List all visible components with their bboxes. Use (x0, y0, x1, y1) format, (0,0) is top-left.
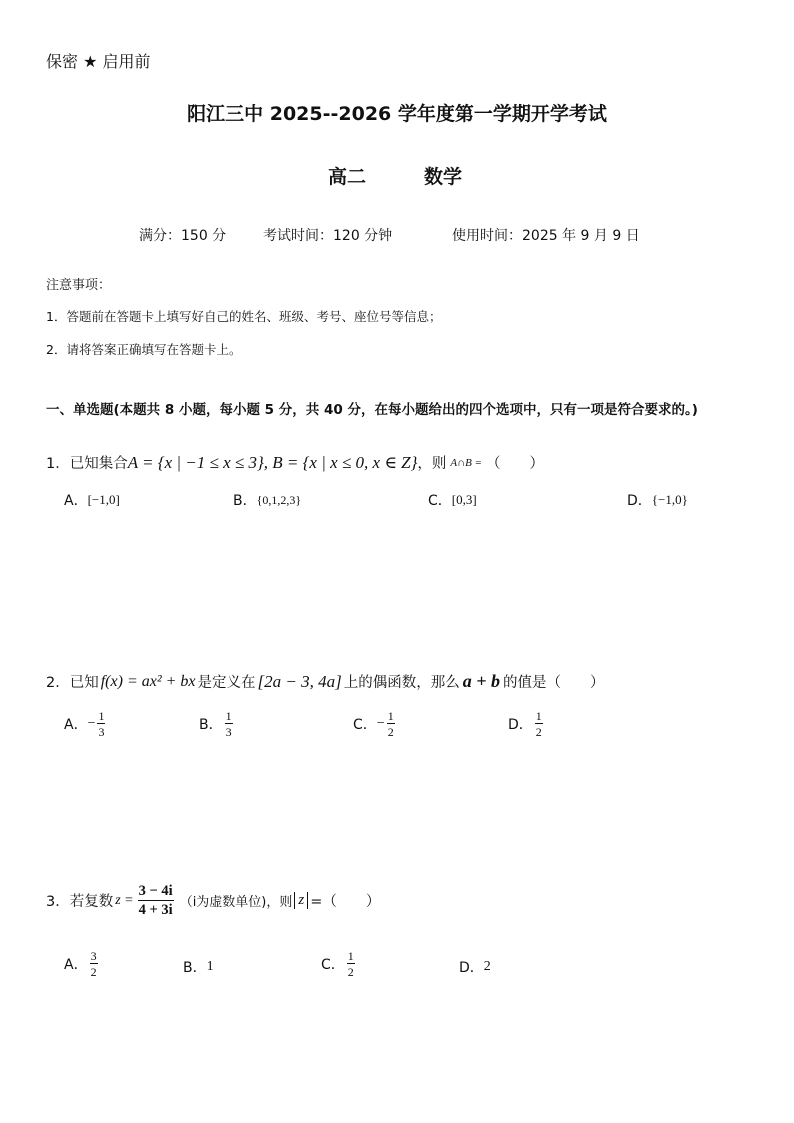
question-stem-mid: 是定义在 (197, 675, 256, 691)
fraction-denominator: 3 (225, 725, 232, 739)
section-heading-text: 一、单选题(本题共 8 小题，每小题 5 分，共 40 分，在每小题给出的四个选项中，只有一项是符合要求的。) (46, 402, 698, 418)
question-stem: 已知 (69, 675, 99, 691)
fraction-numerator: 1 (347, 949, 354, 963)
option-value: 2 (483, 959, 491, 974)
exam-duration: 考试时间：120 分钟 (263, 228, 393, 244)
option-value: 1 (206, 959, 214, 974)
question-2 (46, 671, 605, 692)
option-label: C． (353, 717, 377, 733)
section-heading (46, 399, 756, 421)
question-number: 1． (46, 456, 70, 472)
interval-expression: [2a − 3, 4a] (257, 671, 342, 691)
fraction-numerator: 1 (387, 709, 394, 723)
complex-fraction (138, 884, 174, 917)
question-stem-suffix: 的值是（ ） (503, 675, 605, 691)
option-b[interactable] (183, 957, 214, 977)
modulus-z: z (294, 892, 308, 909)
answer-paren: （ ） (485, 456, 544, 472)
option-label: D． (508, 717, 533, 733)
note-item: 2．请将答案正确填写在答题卡上。 (46, 342, 242, 357)
option-sign: − (87, 716, 96, 731)
option-d[interactable] (459, 957, 491, 977)
option-value: {0,1,2,3} (256, 492, 302, 507)
note-item: 1．答题前在答题卡上填写好自己的姓名、班级、考号、座位号等信息； (46, 309, 442, 324)
option-label: B． (199, 717, 223, 733)
question-note: （i为虚数单位)，则 (179, 895, 293, 910)
subject-label: 数学 (424, 166, 463, 188)
option-b[interactable] (233, 490, 301, 510)
intersection-expression: A∩B = (450, 456, 482, 469)
option-d[interactable] (627, 490, 688, 510)
question-stem: 已知集合 (69, 456, 128, 472)
set-a-expression: A = {x | −1 ≤ x ≤ 3} (127, 452, 264, 472)
option-c[interactable] (428, 490, 477, 510)
option-label: A． (64, 717, 88, 733)
question-stem-mid2: 上的偶函数，那么 (343, 675, 460, 691)
option-value: [0,3] (451, 492, 477, 507)
notes-title: 注意事项： (46, 278, 112, 293)
option-fraction (90, 950, 98, 978)
option-a[interactable] (64, 490, 120, 510)
function-expression: f(x) = ax² + bx (100, 672, 196, 690)
question-1 (46, 452, 544, 473)
question-number: 3． (46, 894, 70, 910)
question-3 (46, 884, 380, 917)
option-label: A． (64, 957, 88, 973)
option-a[interactable] (64, 950, 100, 978)
option-label: C． (321, 957, 345, 973)
option-sign: − (376, 716, 385, 731)
option-label: A． (64, 493, 88, 509)
fraction-denominator: 2 (90, 965, 97, 979)
fraction-denominator: 2 (347, 965, 354, 979)
option-fraction (97, 710, 105, 738)
fraction-denominator: 4 + 3i (138, 901, 173, 918)
fraction-numerator: 1 (535, 709, 542, 723)
option-fraction (535, 710, 543, 738)
fraction-denominator: 3 (98, 725, 105, 739)
option-label: B． (233, 493, 257, 509)
question-stem-suffix: ，则 (417, 456, 447, 472)
question-number: 2． (46, 675, 70, 691)
option-value: [−1,0] (87, 492, 120, 507)
question-stem-suffix: =（ ） (310, 894, 381, 910)
option-fraction (387, 710, 395, 738)
option-a[interactable] (64, 710, 107, 738)
fraction-denominator: 2 (535, 725, 542, 739)
fraction-numerator: 1 (225, 709, 232, 723)
option-fraction (347, 950, 355, 978)
fraction-numerator: 3 (90, 949, 97, 963)
grade-label: 高二 (328, 166, 367, 188)
option-label: D． (459, 960, 484, 976)
option-label: D． (627, 493, 652, 509)
option-value: {−1,0} (651, 492, 688, 507)
fraction-numerator: 1 (98, 709, 105, 723)
exam-date: 使用时间：2025 年 9 月 9 日 (452, 228, 640, 244)
confidential-label: 保密 ★ 启用前 (46, 52, 151, 71)
full-score: 满分：150 分 (139, 228, 227, 244)
option-fraction (225, 710, 233, 738)
sum-expression: a + b (462, 671, 500, 691)
option-label: B． (183, 960, 207, 976)
option-c[interactable] (321, 950, 357, 978)
fraction-denominator: 2 (387, 725, 394, 739)
question-stem: 若复数 (69, 894, 114, 910)
option-c[interactable] (353, 710, 397, 738)
fraction-numerator: 3 − 4i (138, 883, 173, 899)
option-b[interactable] (199, 710, 235, 738)
z-equals: z = (115, 892, 134, 908)
option-d[interactable] (508, 710, 545, 738)
option-label: C． (428, 493, 452, 509)
exam-title: 阳江三中 2025--2026 学年度第一学期开学考试 (187, 103, 607, 125)
set-b-expression: , B = {x | x ≤ 0, x ∈ Z} (263, 452, 418, 472)
